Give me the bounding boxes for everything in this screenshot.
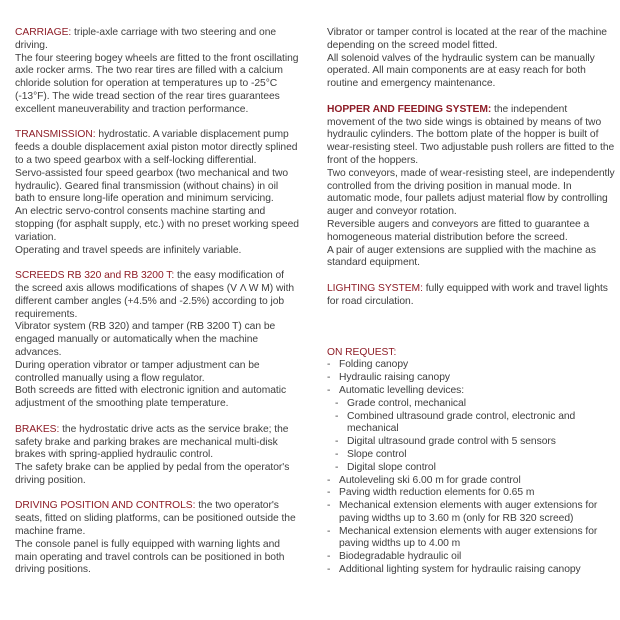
carriage-lead-text: triple-axle carriage with two steering and one driving.	[15, 27, 277, 51]
lighting-section	[327, 283, 617, 309]
lighting-heading: LIGHTING SYSTEM:	[327, 282, 423, 294]
brakes-section	[15, 424, 300, 488]
controls-paragraph: Vibrator or tamper control is located at the rear of the machine depending on the screed model fitted.	[327, 27, 607, 51]
hopper-paragraph: A pair of auger extensions are supplied with the machine as standard equipment.	[327, 244, 596, 269]
list-item: - Mechanical extension elements with auger extensions for paving widths up to 3.60 m (only for RB 320 screed)	[327, 500, 617, 526]
screeds-lead-text: the easy modification of the screed axis allows modifications of shapes (V Λ W M) with different camber angles (+4.5% and -2.5%) according to job requirements.	[15, 270, 295, 320]
on-request-list	[327, 359, 617, 577]
carriage-paragraph: The four steering bogey wheels are fitted to the front oscillating axle rocker arms. The two rear tires are filled with a calcium chloride solution for operation at temperatures up to -25°C (-13°F). The wide tread section of the rear tires guarantees excellent maneuverability and traction performance.	[15, 52, 299, 115]
transmission-lead	[15, 129, 300, 167]
driving-paragraph: The console panel is fully equipped with warning lights and main operating and travel controls can be positioned in both driving positions.	[15, 538, 285, 576]
carriage-section	[15, 27, 300, 117]
list-item: - Automatic levelling devices:	[327, 385, 617, 398]
screeds-paragraph: Vibrator system (RB 320) and tamper (RB 3200 T) can be engaged manually or automatically when the machine advances.	[15, 321, 276, 358]
list-item: - Folding canopy	[327, 359, 617, 372]
hopper-lead-text: the independent movement of the two side wings is obtained by means of two hydraulic cylinders. The bottom plate of the hopper is built of wear-resisting steel. Two adjustable push rollers are fitted to the front of the hoppers.	[327, 103, 615, 166]
driving-heading: DRIVING POSITION AND CONTROLS:	[15, 500, 196, 512]
screeds-section	[15, 270, 300, 411]
list-subitem: - Digital ultrasound grade control with 5 sensors	[327, 436, 617, 449]
on-request-heading: ON REQUEST:	[327, 346, 397, 358]
transmission-lead-text: hydrostatic. A variable displacement pump feeds a double displacement axial piston motor directly splined to a two speed gearbox with a self-locking differential.	[15, 129, 298, 166]
transmission-paragraph: Operating and travel speeds are infinitely variable.	[15, 244, 242, 256]
carriage-lead	[15, 27, 300, 53]
transmission-paragraph: An electric servo-control consents machine starting and stopping (for asphalt supply, etc.) with no preset working speed variation.	[15, 206, 299, 243]
hopper-paragraph: Reversible augers and conveyors are fitted to guarantee a homogeneous material distribution before the screed.	[327, 218, 590, 243]
controls-continued-section	[327, 27, 617, 91]
screeds-heading: SCREEDS RB 320 and RB 3200 T:	[15, 270, 175, 282]
brakes-lead-text: the hydrostatic drive acts as the service brake; the safety brake and parking brakes are mechanical multi-disk brakes with spring-applied hydraulic control.	[15, 423, 289, 461]
screeds-lead	[15, 270, 300, 321]
list-subitem: - Digital slope control	[327, 462, 617, 475]
list-item: - Biodegradable hydraulic oil	[327, 551, 617, 564]
on-request-section	[327, 347, 617, 577]
list-item: - Hydraulic raising canopy	[327, 372, 617, 385]
hopper-lead	[327, 104, 617, 168]
brakes-paragraph: The safety brake can be applied by pedal from the operator's driving position.	[15, 462, 290, 486]
hopper-heading: HOPPER AND FEEDING SYSTEM:	[327, 103, 492, 115]
lighting-lead-text: fully equipped with work and travel lights for road circulation.	[327, 282, 608, 307]
transmission-paragraph: Servo-assisted four speed gearbox (two mechanical and two hydraulic). Geared final transmission (without chains) in oil bath to ensure long-life operation and minimum servicing.	[15, 167, 289, 205]
screeds-paragraph: Both screeds are fitted with electronic ignition and automatic adjustment of the smoothing plate temperature.	[15, 385, 287, 410]
driving-section	[15, 500, 300, 577]
list-item: - Autoleveling ski 6.00 m for grade control	[327, 475, 617, 488]
controls-paragraph: All solenoid valves of the hydraulic system can be manually operated. All main components are at easy reach for both routine and emergency maintenance.	[327, 52, 595, 90]
list-item: - Additional lighting system for hydraulic raising canopy	[327, 564, 617, 577]
carriage-heading: CARRIAGE:	[15, 27, 72, 38]
brakes-heading: BRAKES:	[15, 423, 60, 435]
list-subitem: - Grade control, mechanical	[327, 398, 617, 411]
transmission-section	[15, 129, 300, 257]
hopper-section	[327, 104, 617, 270]
driving-lead	[15, 500, 300, 538]
list-subitem: - Combined ultrasound grade control, electronic and mechanical	[327, 411, 617, 437]
transmission-heading: TRANSMISSION:	[15, 129, 96, 141]
right-column	[327, 27, 617, 590]
driving-lead-text: the two operator's seats, fitted on sliding platforms, can be positioned outside the machine frame.	[15, 500, 296, 538]
list-item: - Mechanical extension elements with auger extensions for paving widths up to 4.00 m	[327, 526, 617, 552]
brakes-lead	[15, 424, 300, 462]
left-column	[15, 27, 300, 590]
screeds-paragraph: During operation vibrator or tamper adjustment can be controlled manually using a flow regulator.	[15, 359, 260, 384]
list-subitem: - Slope control	[327, 449, 617, 462]
hopper-paragraph: Two conveyors, made of wear-resisting steel, are independently controlled from the driving position in manual mode. In automatic mode, four pallets adjust material flow by controlling auger and conveyor rotation.	[327, 167, 615, 218]
list-item: - Paving width reduction elements for 0.65 m	[327, 487, 617, 500]
lighting-lead	[327, 283, 617, 309]
